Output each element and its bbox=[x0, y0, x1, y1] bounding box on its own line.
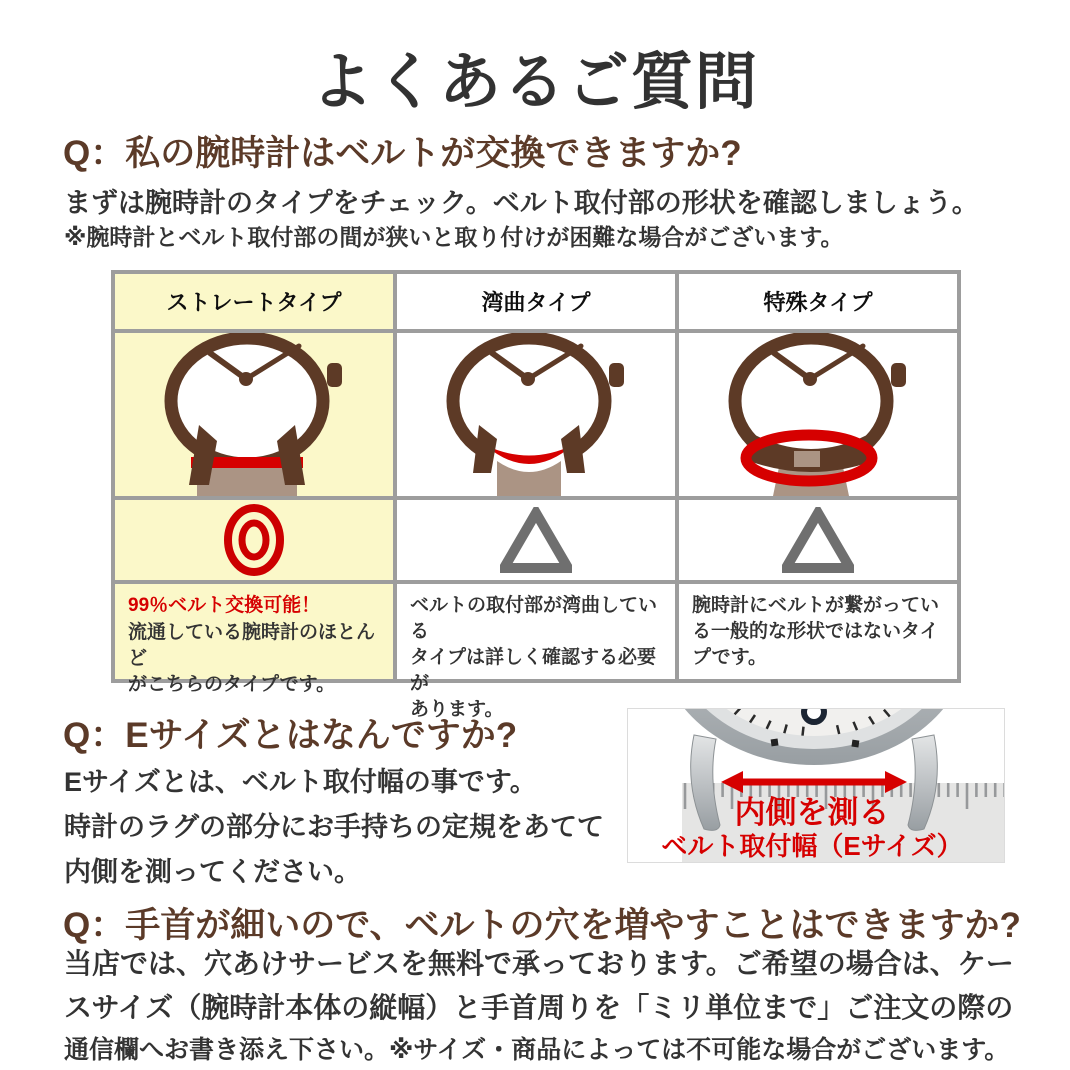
lug-width-photo bbox=[627, 708, 1005, 863]
straight-watch-icon bbox=[115, 333, 393, 496]
desc-straight bbox=[115, 584, 393, 695]
q3-heading: Q：手首が細いので、ベルトの穴を増やすことはできますか? bbox=[63, 906, 1021, 945]
desc-special bbox=[679, 584, 957, 679]
table-header-curved: 湾曲タイプ bbox=[397, 274, 675, 329]
q1-heading: Q：私の腕時計はベルトが交換できますか? bbox=[63, 134, 742, 173]
table-header-special: 特殊タイプ bbox=[679, 274, 957, 329]
curved-watch-icon bbox=[397, 333, 675, 496]
q2-body-text: Eサイズとは、ベルト取付幅の事です。 時計のラグの部分にお手持ちの定規をあてて 内側を測ってください。 bbox=[64, 767, 604, 887]
e-size-label: ベルト取付幅（Eサイズ） bbox=[661, 831, 963, 861]
q3-body-text: 当店では、穴あけサービスを無料で承っております。ご希望の場合は、ケー スサイズ（腕時計本体の縦幅）と手首周りを「ミリ単位まで」ご注文の際の bbox=[64, 948, 1014, 1023]
page-title: よくあるご質問 bbox=[310, 48, 759, 117]
six-oclock-marker bbox=[804, 709, 824, 722]
symbol-curved bbox=[397, 500, 675, 580]
double-circle-icon bbox=[223, 503, 285, 577]
q3-note-text: 通信欄へお書き添え下さい。※サイズ・商品によっては不可能な場合がございます。 bbox=[64, 1036, 1010, 1064]
symbol-special bbox=[679, 500, 957, 580]
measure-label: 内側を測る bbox=[734, 795, 890, 830]
desc-special-text: 腕時計にベルトが繋がってい る一般的な形状ではないタイ プです。 bbox=[692, 595, 940, 668]
q1-body-text: まずは腕時計のタイプをチェック。ベルト取付部の形状を確認しましょう。 bbox=[64, 188, 979, 218]
q2-heading: Q：Eサイズとはなんですか? bbox=[63, 716, 518, 755]
symbol-straight bbox=[115, 500, 393, 580]
watch-special-illustration bbox=[679, 333, 957, 496]
table-header-straight: ストレートタイプ bbox=[115, 274, 393, 329]
desc-curved-text: ベルトの取付部が湾曲している タイプは詳しく確認する必要が あります。 bbox=[410, 595, 658, 720]
desc-curved bbox=[397, 584, 675, 720]
q1-note-text: ※腕時計とベルト取付部の間が狭いと取り付けが困難な場合がございます。 bbox=[64, 224, 844, 250]
desc-straight-text: 流通している腕時計のほとんど がこちらのタイプです。 bbox=[128, 622, 376, 695]
desc-straight-highlight: 99％ベルト交換可能！ bbox=[128, 595, 321, 616]
watch-curved-illustration bbox=[397, 333, 675, 496]
special-watch-icon bbox=[679, 333, 957, 496]
watch-type-table bbox=[111, 270, 961, 720]
e-size-measure-figure bbox=[628, 709, 1004, 862]
watch-straight-illustration bbox=[115, 333, 393, 496]
triangle-icon bbox=[782, 507, 854, 573]
triangle-icon bbox=[500, 507, 572, 573]
